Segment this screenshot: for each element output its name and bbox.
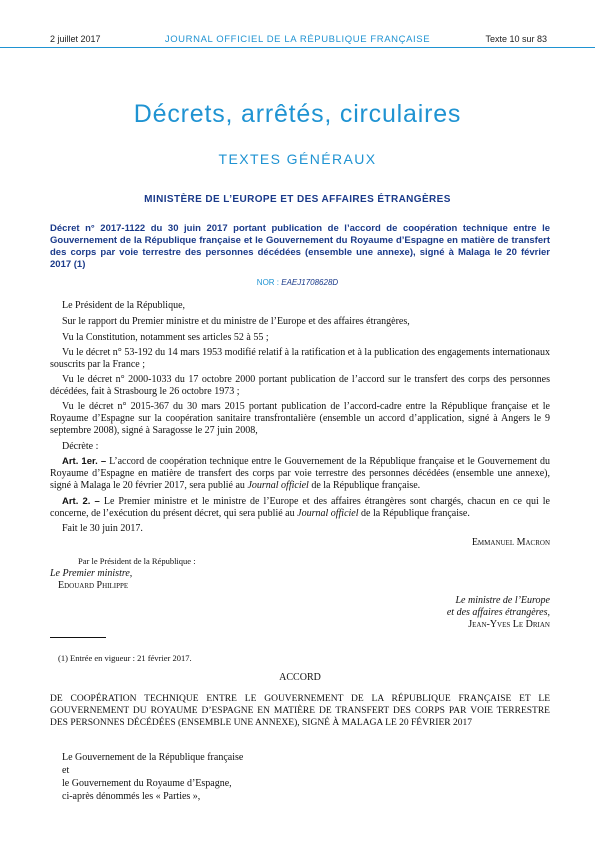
- pm-name: Edouard Philippe: [58, 580, 129, 591]
- by-president: Par le Président de la République :: [78, 556, 196, 566]
- minister-title-1: Le ministre de l’Europe: [455, 595, 550, 606]
- decree-title: Décret n° 2017-1122 du 30 juin 2017 portant publication de l’accord de coopération technique entre le Gouvernement de la République française et le Gouvernement du Royaume d’Espagne en matière de transfert des corps par voie terrestre des personnes décédées (ensemble une annexe), signé à Malaga le 20 février 2017 (1): [50, 223, 550, 270]
- article-2-italic: Journal officiel: [297, 508, 359, 519]
- header-journal-title: JOURNAL OFFICIEL DE LA RÉPUBLIQUE FRANÇAISE: [164, 34, 431, 45]
- minister-title-2: et des affaires étrangères,: [446, 607, 550, 618]
- article-1-text-b: de la République française.: [308, 480, 421, 491]
- nor-label: NOR :: [256, 278, 282, 287]
- accord-party-1: Le Gouvernement de la République française: [62, 752, 244, 763]
- article-1-italic: Journal officiel: [247, 480, 309, 491]
- ministry-heading: MINISTÈRE DE L’EUROPE ET DES AFFAIRES ÉTRANGÈRES: [144, 194, 451, 205]
- header-rule: [0, 47, 595, 48]
- accord-heading: ACCORD: [279, 672, 321, 683]
- nor-reference: [0, 278, 595, 287]
- minister-name: Jean-Yves Le Drian: [468, 619, 550, 630]
- done-at: Fait le 30 juin 2017.: [62, 523, 143, 534]
- president-name: Emmanuel Macron: [471, 537, 550, 548]
- header-date: 2 juillet 2017: [50, 34, 101, 44]
- pm-title: Le Premier ministre,: [50, 568, 133, 579]
- accord-party-2: le Gouvernement du Royaume d’Espagne,: [62, 778, 232, 789]
- preamble-president: Le Président de la République,: [62, 300, 186, 311]
- section-title: Décrets, arrêtés, circulaires: [133, 100, 462, 128]
- footnote: (1) Entrée en vigueur : 21 février 2017.: [58, 653, 192, 663]
- preamble-decrete: Décrète :: [62, 441, 99, 452]
- article-2-text-a: Le Premier ministre et le ministre de l’Europe et des affaires étrangères sont chargés, chacun en ce qui le concerne, de l’exécution du présent décret, qui sera publié au: [50, 496, 550, 519]
- preamble-rapport: Sur le rapport du Premier ministre et du ministre de l’Europe et des affaires étrangères,: [62, 316, 410, 327]
- accord-title: DE COOPÉRATION TECHNIQUE ENTRE LE GOUVERNEMENT DE LA RÉPUBLIQUE FRANÇAISE ET LE GOUVERNEMENT DU ROYAUME D’ESPAGNE EN MATIÈRE DE TRANSFERT DES CORPS PAR VOIE TERRESTRE DES PERSONNES DÉCÉDÉES (ENSEMBLE UNE ANNEXE), SIGNÉ À MALAGA LE 20 FÉVRIER 2017: [50, 694, 550, 728]
- accord-parties-def: ci-après dénommés les « Parties »,: [62, 791, 201, 802]
- article-2: [50, 496, 550, 520]
- article-1-text-a: L’accord de coopération technique entre le Gouvernement de la République française et le Gouvernement du Royaume d’Espagne en matière de transfert des corps par voie terrestre des personnes décédées (ensemble une annexe), signé à Malaga le 20 février 2017, sera publié au: [50, 456, 550, 491]
- preamble-vu-constitution: Vu la Constitution, notamment ses articles 52 à 55 ;: [62, 332, 269, 343]
- header-text-number: Texte 10 sur 83: [485, 34, 547, 44]
- article-2-text-b: de la République française.: [358, 508, 470, 519]
- footnote-rule: [50, 637, 106, 638]
- preamble-vu-decret-2000: Vu le décret n° 2000-1033 du 17 octobre 2000 portant publication de l’accord sur le transfert des corps des personnes décédées, fait à Strasbourg le 26 octobre 1973 ;: [50, 374, 550, 397]
- nor-code: EAEJ1708628D: [281, 278, 339, 287]
- preamble-vu-decret-1953: Vu le décret n° 53-192 du 14 mars 1953 modifié relatif à la ratification et à la publication des engagements internationaux souscrits par la France ;: [50, 347, 550, 370]
- accord-and: et: [62, 765, 70, 776]
- article-2-label: Art. 2. –: [62, 496, 100, 507]
- article-1-label: Art. 1er. –: [62, 456, 107, 467]
- subsection-title: TEXTES GÉNÉRAUX: [218, 151, 377, 167]
- preamble-vu-decret-2015: Vu le décret n° 2015-367 du 30 mars 2015 portant publication de l’accord-cadre entre la République française et le Royaume d’Espagne sur la coopération sanitaire transfrontalière (ensemble un accord d’application, signé à Angers le 9 septembre 2008), signé à Saragosse le 27 juin 2008,: [50, 401, 550, 436]
- article-1: [50, 456, 550, 492]
